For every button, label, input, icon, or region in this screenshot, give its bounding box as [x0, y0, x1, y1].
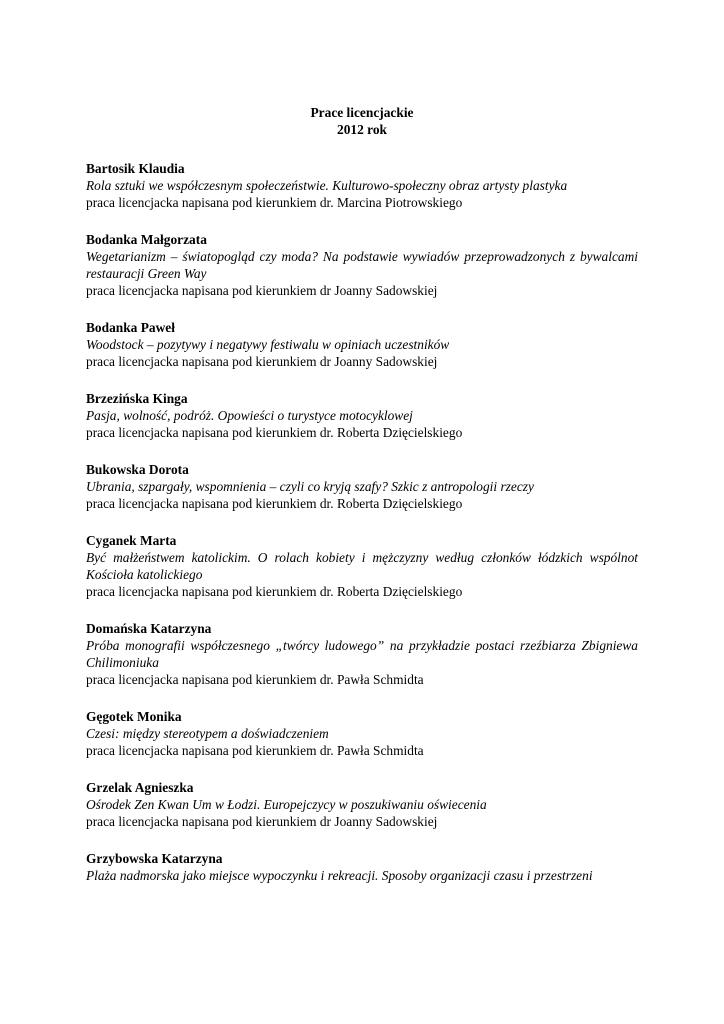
entry-author: Grzelak Agnieszka [86, 780, 194, 795]
entry-supervisor-note: praca licencjacka napisana pod kierunkiem dr. Roberta Dzięcielskiego [86, 496, 463, 511]
document-title [86, 104, 638, 138]
entry-supervisor-note: praca licencjacka napisana pod kierunkiem dr. Pawła Schmidta [86, 672, 424, 687]
entry-supervisor-note: praca licencjacka napisana pod kierunkiem dr Joanny Sadowskiej [86, 283, 438, 298]
entry-supervisor-note: praca licencjacka napisana pod kierunkiem dr. Pawła Schmidta [86, 743, 424, 758]
entry-author: Bodanka Paweł [86, 320, 175, 335]
thesis-entry [86, 620, 638, 688]
entry-author: Bartosik Klaudia [86, 161, 185, 176]
thesis-entry [86, 461, 638, 512]
entry-thesis-title: Ubrania, szpargały, wspomnienia – czyli co kryją szafy? Szkic z antropologii rzeczy [86, 479, 534, 494]
entry-author: Bukowska Dorota [86, 462, 189, 477]
entry-supervisor-note: praca licencjacka napisana pod kierunkiem dr. Roberta Dzięcielskiego [86, 584, 463, 599]
entry-supervisor-note: praca licencjacka napisana pod kierunkiem dr Joanny Sadowskiej [86, 354, 438, 369]
entry-thesis-title: Ośrodek Zen Kwan Um w Łodzi. Europejczycy w poszukiwaniu oświecenia [86, 797, 487, 812]
entry-thesis-title: Rola sztuki we współczesnym społeczeństwie. Kulturowo-społeczny obraz artysty plastyka [86, 178, 568, 193]
entry-thesis-title: Być małżeństwem katolickim. O rolach kobiety i mężczyzny według członków łódzkich wspólnot Kościoła katolickiego [86, 550, 638, 582]
entry-thesis-title: Woodstock – pozytywy i negatywy festiwalu w opiniach uczestników [86, 337, 450, 352]
entry-supervisor-note: praca licencjacka napisana pod kierunkiem dr Joanny Sadowskiej [86, 814, 438, 829]
thesis-entry [86, 390, 638, 441]
thesis-entry [86, 708, 638, 759]
entry-thesis-title: Pasja, wolność, podróż. Opowieści o turystyce motocyklowej [86, 408, 413, 423]
document-title-line-2: 2012 rok [337, 122, 387, 137]
entry-supervisor-note: praca licencjacka napisana pod kierunkiem dr. Roberta Dzięcielskiego [86, 425, 463, 440]
entry-thesis-title: Wegetarianizm – światopogląd czy moda? Na podstawie wywiadów przeprowadzonych z bywalcami restauracji Green Way [86, 249, 638, 281]
entry-thesis-title: Plaża nadmorska jako miejsce wypoczynku i rekreacji. Sposoby organizacji czasu i przestrzeni [86, 868, 593, 883]
thesis-entry [86, 319, 638, 370]
thesis-entry [86, 779, 638, 830]
entry-author: Domańska Katarzyna [86, 621, 212, 636]
entry-author: Grzybowska Katarzyna [86, 851, 223, 866]
entry-author: Bodanka Małgorzata [86, 232, 207, 247]
entry-author: Gęgotek Monika [86, 709, 182, 724]
entry-thesis-title: Próba monografii współczesnego „twórcy ludowego” na przykładzie postaci rzeźbiarza Zbigniewa Chilimoniuka [86, 638, 638, 670]
document-title-line-1: Prace licencjackie [310, 105, 414, 120]
thesis-entry [86, 160, 638, 211]
thesis-entry [86, 850, 638, 884]
entry-supervisor-note: praca licencjacka napisana pod kierunkiem dr. Marcina Piotrowskiego [86, 195, 463, 210]
entry-author: Brzezińska Kinga [86, 391, 188, 406]
thesis-entry [86, 231, 638, 299]
entry-thesis-title: Czesi: między stereotypem a doświadczeniem [86, 726, 329, 741]
thesis-list [86, 160, 638, 884]
entry-author: Cyganek Marta [86, 533, 177, 548]
document-page [86, 104, 638, 904]
thesis-entry [86, 532, 638, 600]
